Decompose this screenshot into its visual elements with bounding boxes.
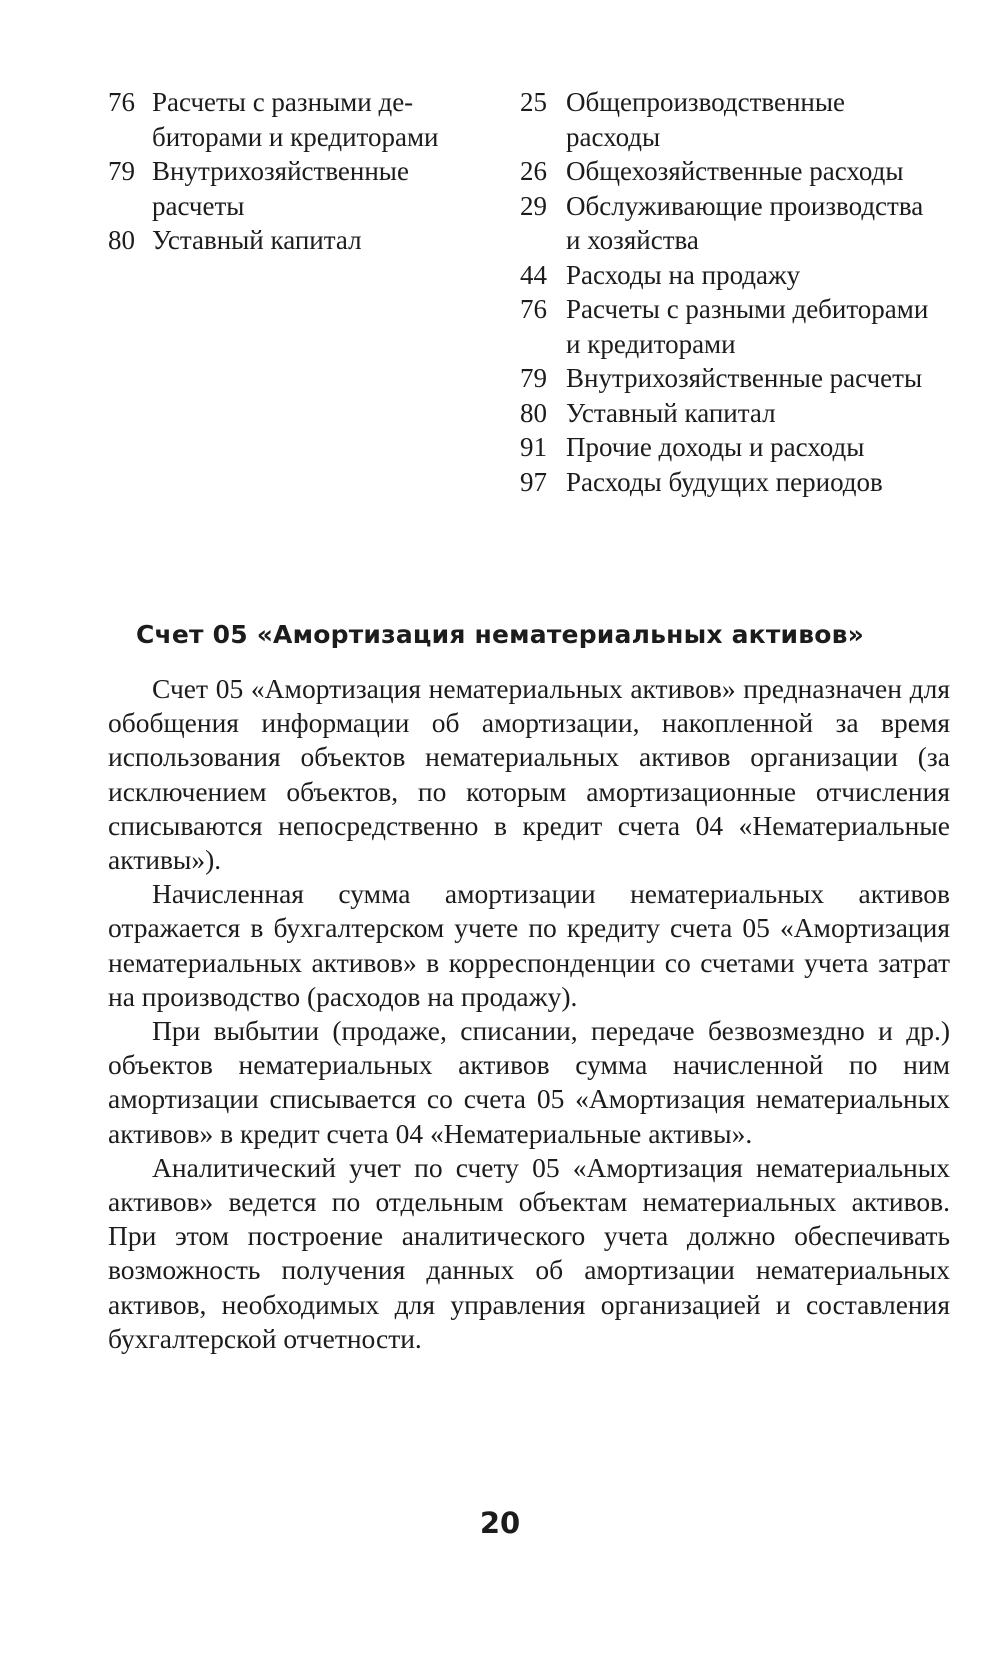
paragraph: При выбытии (продаже, списании, передаче безвозмездно и др.) объектов нематериальных активов сумма начисленной по ним амортизации списывается со счета 05 «Амортизация нематериальных активов» в кредит счета 04 «Нематериальные активы». bbox=[108, 1015, 950, 1149]
account-entry bbox=[108, 154, 498, 223]
account-name: Расходы будущих периодов bbox=[566, 466, 883, 497]
account-name: Расчеты с разными дебиторами и кредиторами bbox=[566, 294, 929, 359]
paragraph: Счет 05 «Амортизация нематериальных активов» предназначен для обобщения информации об амортизации, накопленной за время использования объектов нематериальных активов организации (за исключением объектов, по которым амортизационные отчисления списываются непосредственно в кредит счета 04 «Нематериальные активы»). bbox=[108, 673, 950, 876]
account-name: Расходы на продажу bbox=[566, 259, 801, 290]
account-name: Общехозяйственные расходы bbox=[566, 156, 904, 186]
account-name: Общепроизводственные расходы bbox=[566, 87, 845, 152]
accounts-right-column bbox=[520, 85, 940, 499]
account-entry bbox=[520, 465, 940, 500]
account-number: 76 bbox=[108, 87, 135, 117]
account-number: 29 bbox=[520, 190, 547, 221]
paragraph: Начисленная сумма амортизации нематериальных активов отражается в бухгалтерском учете по кредиту счета 05 «Амортизация нематериальных активов» в корреспонденции со счетами учета затрат на производство (расходов на продажу). bbox=[108, 878, 950, 1012]
page-number: 20 bbox=[479, 1506, 521, 1540]
paragraph: Аналитический учет по счету 05 «Амортизация нематериальных активов» ведется по отдельным объектам нематериальных активов. При этом построение аналитического учета должно обеспечивать возможность получения данных об амортизации нематериальных активов, необходимых для управления организацией и составления бухгалтерской отчетности. bbox=[108, 1151, 950, 1354]
account-number: 79 bbox=[520, 363, 547, 393]
account-entry bbox=[520, 292, 940, 361]
account-entry bbox=[108, 223, 498, 258]
account-entry bbox=[108, 85, 498, 154]
account-entry bbox=[520, 396, 940, 431]
account-name: Внутрихозяйственные расчеты bbox=[152, 156, 409, 221]
account-entry bbox=[520, 258, 940, 293]
section-heading: Счет 05 «Амортизация нематериальных активов» bbox=[135, 620, 865, 649]
account-entry bbox=[520, 85, 940, 154]
account-number: 26 bbox=[520, 156, 547, 186]
account-number: 25 bbox=[520, 87, 547, 117]
account-entry bbox=[520, 430, 940, 465]
account-name: Внутрихозяйственные расчеты bbox=[566, 363, 923, 393]
account-name: Уставный капитал bbox=[566, 397, 776, 428]
account-name: Расчеты с разными де-биторами и кредиторами bbox=[152, 87, 439, 152]
account-number: 80 bbox=[108, 225, 135, 255]
account-entry bbox=[520, 154, 940, 189]
account-name: Прочие доходы и расходы bbox=[566, 432, 865, 462]
section-body bbox=[108, 672, 950, 1356]
account-number: 44 bbox=[520, 259, 547, 290]
account-entry bbox=[520, 189, 940, 258]
account-name: Обслуживающие производства и хозяйства bbox=[566, 190, 924, 255]
account-number: 91 bbox=[520, 432, 547, 462]
account-number: 79 bbox=[108, 156, 135, 186]
account-number: 80 bbox=[520, 397, 547, 428]
account-name: Уставный капитал bbox=[152, 225, 362, 255]
account-number: 97 bbox=[520, 466, 547, 497]
accounts-left-column bbox=[108, 85, 498, 258]
account-number: 76 bbox=[520, 294, 547, 324]
account-entry bbox=[520, 361, 940, 396]
